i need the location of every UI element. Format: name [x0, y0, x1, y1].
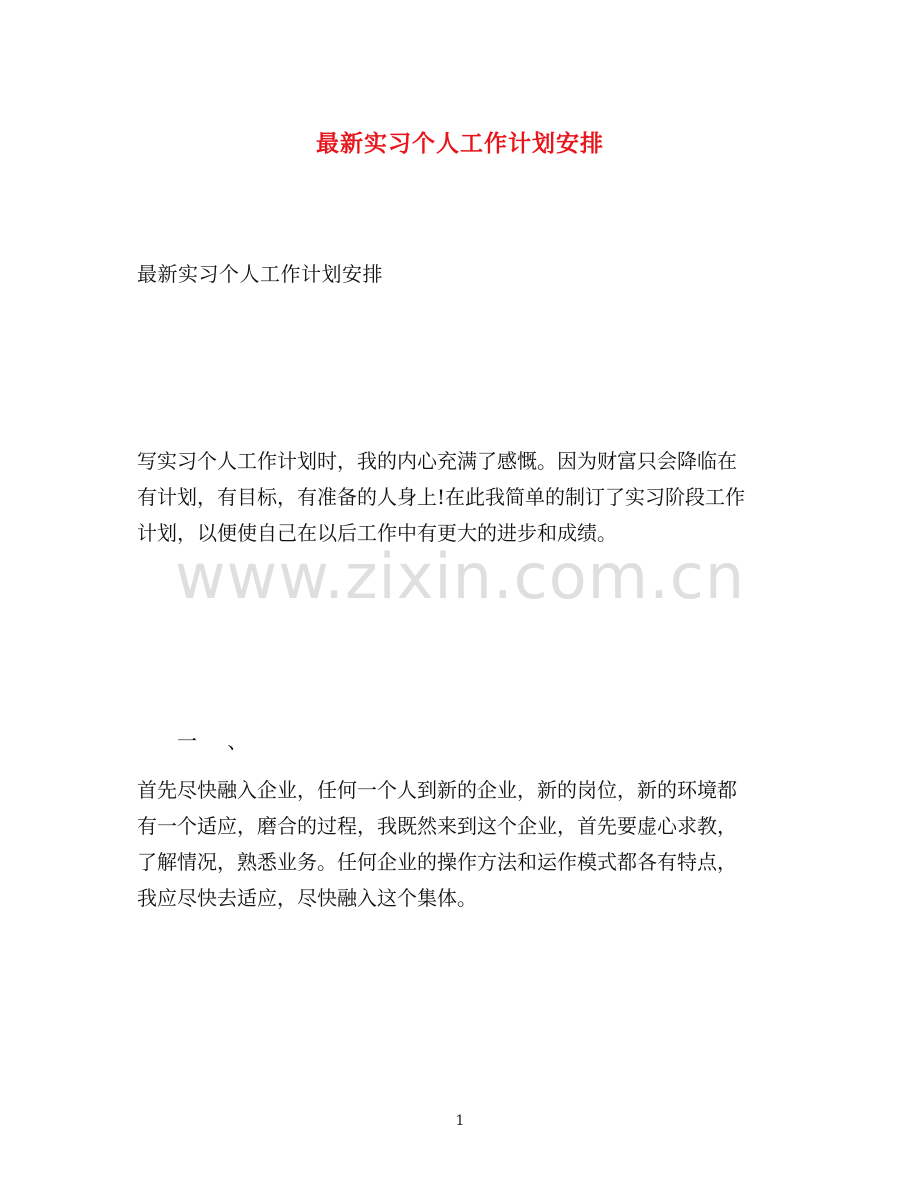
section-paragraph — [137, 772, 787, 916]
watermark: www.zixin.com.cn — [174, 540, 746, 613]
paragraph-line: 计划，以便使自己在以后工作中有更大的进步和成绩。 — [137, 521, 617, 545]
document-title: 最新实习个人工作计划安排 — [316, 130, 604, 157]
paragraph-line: 有计划，有目标，有准备的人身上!在此我简单的制订了实习阶段工作 — [137, 485, 746, 509]
intro-paragraph — [137, 443, 787, 551]
paragraph-line: 首先尽快融入企业，任何一个人到新的企业，新的岗位，新的环境都 — [137, 778, 737, 802]
paragraph-line: 有一个适应，磨合的过程，我既然来到这个企业，首先要虚心求教， — [137, 814, 737, 838]
paragraph-line: 写实习个人工作计划时，我的内心充满了感慨。因为财富只会降临在 — [137, 449, 737, 473]
document-subtitle: 最新实习个人工作计划安排 — [137, 262, 383, 286]
paragraph-line: 我应尽快去适应，尽快融入这个集体。 — [137, 886, 477, 910]
section-number: 一 、 — [177, 729, 260, 753]
page-number: 1 — [455, 1113, 465, 1129]
paragraph-line: 了解情况，熟悉业务。任何企业的操作方法和运作模式都各有特点， — [137, 850, 737, 874]
